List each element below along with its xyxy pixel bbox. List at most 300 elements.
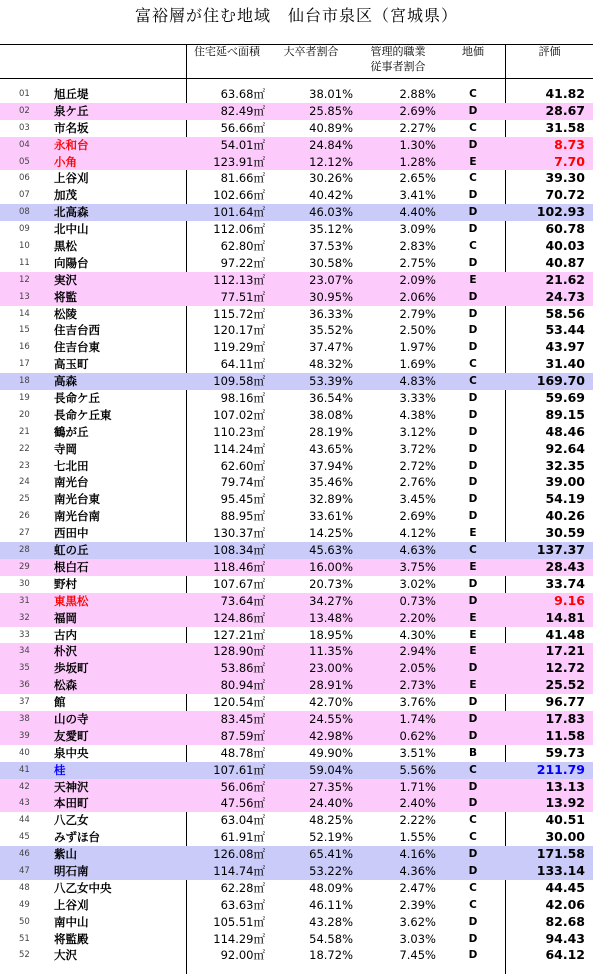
row-number: 32: [19, 612, 30, 623]
land-price-grade: E: [469, 273, 477, 286]
table-row: [0, 407, 593, 424]
graduate-ratio: 43.65%: [309, 441, 353, 456]
score-value: 70.72: [545, 187, 585, 203]
manager-ratio: 3.76%: [399, 695, 436, 710]
row-number: 14: [19, 308, 30, 319]
row-number: 29: [19, 561, 30, 572]
land-price-grade: D: [468, 138, 478, 151]
row-number: 47: [19, 865, 30, 876]
table-row: [0, 931, 593, 948]
row-number: 30: [19, 578, 30, 589]
manager-ratio: 1.97%: [399, 340, 436, 355]
row-number: 52: [19, 950, 30, 961]
graduate-ratio: 46.03%: [309, 205, 353, 220]
row-number: 40: [19, 747, 30, 758]
score-value: 59.73: [545, 744, 585, 760]
score-value: 137.37: [536, 542, 585, 558]
manager-ratio: 2.09%: [399, 272, 436, 287]
area-name: 山の寺: [54, 711, 89, 726]
land-price-grade: D: [468, 324, 478, 337]
land-price-grade: D: [468, 864, 478, 877]
score-value: 58.56: [545, 305, 585, 321]
land-price-grade: D: [468, 729, 478, 742]
manager-ratio: 3.51%: [399, 745, 436, 760]
table-row: [0, 779, 593, 796]
land-price-grade: D: [468, 307, 478, 320]
graduate-ratio: 18.95%: [309, 627, 353, 642]
area-name: 泉ケ丘: [54, 103, 89, 118]
floor-area: 120.54㎡: [213, 695, 265, 710]
score-value: 41.82: [545, 86, 585, 101]
land-price-grade: D: [468, 476, 478, 489]
row-number: 35: [19, 663, 30, 674]
graduate-ratio: 36.54%: [309, 391, 353, 406]
table-row: [0, 221, 593, 238]
land-price-grade: D: [468, 425, 478, 438]
score-value: 211.79: [536, 761, 585, 777]
manager-ratio: 4.38%: [399, 407, 436, 422]
manager-ratio: 1.28%: [399, 154, 436, 169]
score-value: 17.21: [545, 643, 585, 659]
table-row: [0, 373, 593, 390]
area-name: 南光台南: [54, 509, 100, 524]
graduate-ratio: 53.39%: [309, 374, 353, 389]
table-row: [0, 86, 593, 103]
area-name: 加茂: [54, 188, 77, 203]
manager-ratio: 2.69%: [399, 103, 436, 118]
area-name: 住吉台東: [54, 340, 100, 355]
row-number: 37: [19, 697, 30, 708]
score-value: 17.83: [545, 710, 585, 726]
land-price-grade: E: [469, 628, 477, 641]
land-price-grade: D: [468, 712, 478, 725]
graduate-ratio: 28.19%: [309, 424, 353, 439]
manager-ratio: 3.33%: [399, 391, 436, 406]
row-number: 26: [19, 511, 30, 522]
score-value: 25.52: [545, 677, 585, 693]
manager-ratio: 2.75%: [399, 255, 436, 270]
row-number: 20: [19, 409, 30, 420]
row-number: 12: [19, 274, 30, 285]
graduate-ratio: 38.08%: [309, 407, 353, 422]
header-mgr-line1: 管理的職業: [370, 45, 426, 58]
row-number: 33: [19, 629, 30, 640]
area-name: 八乙女中央: [54, 880, 112, 895]
row-number: 51: [19, 933, 30, 944]
table-row: [0, 103, 593, 120]
area-name: 将監殿: [54, 931, 89, 946]
row-number: 19: [19, 393, 30, 404]
floor-area: 81.66㎡: [220, 171, 265, 186]
floor-area: 110.23㎡: [213, 424, 265, 439]
floor-area: 120.17㎡: [213, 323, 265, 338]
land-price-grade: D: [468, 206, 478, 219]
table-row: [0, 238, 593, 255]
area-name: 将監: [54, 289, 77, 304]
row-number: 10: [19, 241, 30, 252]
land-price-grade: E: [469, 645, 477, 658]
manager-ratio: 4.63%: [399, 543, 436, 558]
manager-ratio: 1.69%: [399, 357, 436, 372]
row-number: 02: [19, 105, 30, 116]
floor-area: 107.67㎡: [213, 576, 265, 591]
area-name: 南光台: [54, 475, 89, 490]
floor-area: 92.00㎡: [220, 948, 265, 963]
floor-area: 87.59㎡: [220, 728, 265, 743]
row-number: 49: [19, 899, 30, 910]
graduate-ratio: 42.70%: [309, 695, 353, 710]
land-price-grade: D: [468, 594, 478, 607]
area-name: 古内: [54, 627, 77, 642]
data-table: [0, 86, 593, 964]
score-value: 92.64: [545, 440, 585, 456]
area-name: 福岡: [54, 610, 77, 625]
area-name: みずほ台: [54, 830, 100, 845]
land-price-grade: D: [468, 290, 478, 303]
floor-area: 83.45㎡: [220, 711, 265, 726]
row-number: 34: [19, 646, 30, 657]
row-number: 31: [19, 595, 30, 606]
score-value: 14.81: [545, 609, 585, 625]
graduate-ratio: 24.84%: [309, 137, 353, 152]
floor-area: 80.94㎡: [220, 678, 265, 693]
area-name: 寺岡: [54, 441, 77, 456]
graduate-ratio: 36.33%: [309, 306, 353, 321]
table-row: [0, 762, 593, 779]
floor-area: 63.63㎡: [220, 897, 265, 912]
table-row: [0, 711, 593, 728]
floor-area: 102.66㎡: [213, 188, 265, 203]
table-row: [0, 322, 593, 339]
score-value: 42.06: [545, 896, 585, 912]
floor-area: 79.74㎡: [220, 475, 265, 490]
manager-ratio: 2.73%: [399, 678, 436, 693]
floor-area: 126.08㎡: [213, 847, 265, 862]
manager-ratio: 2.79%: [399, 306, 436, 321]
area-name: 松陵: [54, 306, 77, 321]
land-price-grade: D: [468, 848, 478, 861]
graduate-ratio: 37.47%: [309, 340, 353, 355]
manager-ratio: 3.09%: [399, 222, 436, 237]
table-row: [0, 863, 593, 880]
area-name: 本田町: [54, 796, 89, 811]
row-number: 06: [19, 173, 30, 184]
row-number: 36: [19, 680, 30, 691]
row-number: 39: [19, 730, 30, 741]
graduate-ratio: 49.90%: [309, 745, 353, 760]
graduate-ratio: 13.48%: [309, 610, 353, 625]
score-value: 11.58: [545, 727, 585, 743]
graduate-ratio: 30.95%: [309, 289, 353, 304]
area-name: 根白石: [54, 559, 89, 574]
row-number: 21: [19, 426, 30, 437]
score-value: 33.74: [545, 575, 585, 591]
land-price-grade: E: [469, 527, 477, 540]
manager-ratio: 2.83%: [399, 239, 436, 254]
floor-area: 63.04㎡: [220, 813, 265, 828]
land-price-grade: C: [469, 544, 477, 557]
row-number: 07: [19, 190, 30, 201]
row-number: 28: [19, 545, 30, 556]
graduate-ratio: 65.41%: [309, 847, 353, 862]
area-name: 天神沢: [54, 779, 89, 794]
table-row: [0, 627, 593, 644]
land-price-grade: D: [468, 577, 478, 590]
row-number: 46: [19, 849, 30, 860]
floor-area: 112.06㎡: [213, 222, 265, 237]
table-row: [0, 508, 593, 525]
score-value: 12.72: [545, 660, 585, 676]
header-mgr-line2: 従事者割合: [370, 60, 426, 73]
floor-area: 53.86㎡: [220, 661, 265, 676]
floor-area: 109.58㎡: [213, 374, 265, 389]
area-name: 東黒松: [54, 593, 89, 608]
graduate-ratio: 18.72%: [309, 948, 353, 963]
table-row: [0, 829, 593, 846]
manager-ratio: 2.06%: [399, 289, 436, 304]
floor-area: 95.45㎡: [220, 492, 265, 507]
table-row: [0, 491, 593, 508]
area-name: 南中山: [54, 914, 89, 929]
graduate-ratio: 48.32%: [309, 357, 353, 372]
land-price-grade: E: [469, 560, 477, 573]
floor-area: 118.46㎡: [213, 559, 265, 574]
land-price-grade: D: [468, 189, 478, 202]
score-value: 39.00: [545, 474, 585, 490]
score-value: 13.13: [545, 778, 585, 794]
row-number: 27: [19, 528, 30, 539]
manager-ratio: 1.55%: [399, 830, 436, 845]
row-number: 43: [19, 798, 30, 809]
area-name: 野村: [54, 576, 77, 591]
floor-area: 130.37㎡: [213, 526, 265, 541]
row-number: 09: [19, 224, 30, 235]
score-value: 9.16: [554, 592, 585, 608]
area-name: 鶴が丘: [54, 424, 89, 439]
score-value: 30.59: [545, 525, 585, 541]
floor-area: 107.61㎡: [213, 762, 265, 777]
area-name: 長命ケ丘東: [54, 407, 112, 422]
row-number: 24: [19, 477, 30, 488]
floor-area: 56.06㎡: [220, 779, 265, 794]
graduate-ratio: 37.94%: [309, 458, 353, 473]
floor-area: 64.11㎡: [220, 357, 265, 372]
score-value: 40.87: [545, 254, 585, 270]
manager-ratio: 4.16%: [399, 847, 436, 862]
area-name: 松森: [54, 678, 77, 693]
land-price-grade: C: [469, 763, 477, 776]
floor-area: 56.66㎡: [220, 120, 265, 135]
manager-ratio: 2.22%: [399, 813, 436, 828]
land-price-grade: D: [468, 408, 478, 421]
manager-ratio: 3.75%: [399, 559, 436, 574]
manager-ratio: 2.94%: [399, 644, 436, 659]
score-value: 28.43: [545, 558, 585, 574]
manager-ratio: 2.05%: [399, 661, 436, 676]
header-mgr: [356, 44, 440, 78]
row-number: 13: [19, 291, 30, 302]
table-row: [0, 474, 593, 491]
graduate-ratio: 12.12%: [309, 154, 353, 169]
table-row: [0, 812, 593, 829]
manager-ratio: 4.36%: [399, 863, 436, 878]
area-name: 長命ケ丘: [54, 391, 100, 406]
area-name: 上谷刈: [54, 171, 89, 186]
floor-area: 88.95㎡: [220, 509, 265, 524]
land-price-grade: C: [469, 88, 477, 100]
graduate-ratio: 25.85%: [309, 103, 353, 118]
land-price-grade: C: [469, 240, 477, 253]
table-row: [0, 272, 593, 289]
graduate-ratio: 16.00%: [309, 559, 353, 574]
manager-ratio: 5.56%: [399, 762, 436, 777]
land-price-grade: C: [469, 898, 477, 911]
manager-ratio: 2.88%: [399, 87, 436, 101]
graduate-ratio: 38.01%: [309, 87, 353, 101]
row-number: 25: [19, 494, 30, 505]
graduate-ratio: 20.73%: [309, 576, 353, 591]
graduate-ratio: 59.04%: [309, 762, 353, 777]
score-value: 96.77: [545, 694, 585, 710]
graduate-ratio: 42.98%: [309, 728, 353, 743]
floor-area: 115.72㎡: [213, 306, 265, 321]
land-price-grade: D: [468, 915, 478, 928]
score-value: 30.00: [545, 829, 585, 845]
manager-ratio: 2.72%: [399, 458, 436, 473]
manager-ratio: 2.76%: [399, 475, 436, 490]
score-value: 48.46: [545, 423, 585, 439]
area-name: 高玉町: [54, 357, 89, 372]
land-price-grade: D: [468, 442, 478, 455]
score-value: 64.12: [545, 947, 585, 963]
header-land: 地価: [462, 45, 484, 58]
area-name: 歩坂町: [54, 661, 89, 676]
table-row: [0, 255, 593, 272]
table-row: [0, 339, 593, 356]
score-value: 31.40: [545, 356, 585, 372]
manager-ratio: 3.62%: [399, 914, 436, 929]
land-price-grade: D: [468, 256, 478, 269]
area-name: 実沢: [54, 272, 77, 287]
floor-area: 61.91㎡: [220, 830, 265, 845]
land-price-grade: C: [469, 121, 477, 134]
floor-area: 48.78㎡: [220, 745, 265, 760]
floor-area: 62.28㎡: [220, 880, 265, 895]
graduate-ratio: 24.40%: [309, 796, 353, 811]
row-number: 01: [19, 89, 30, 99]
floor-area: 47.56㎡: [220, 796, 265, 811]
table-row: [0, 458, 593, 475]
land-price-grade: D: [468, 223, 478, 236]
table-row: [0, 728, 593, 745]
row-number: 45: [19, 832, 30, 843]
floor-area: 73.64㎡: [220, 593, 265, 608]
row-number: 41: [19, 764, 30, 775]
land-price-grade: C: [469, 881, 477, 894]
land-price-grade: D: [468, 104, 478, 117]
graduate-ratio: 48.09%: [309, 880, 353, 895]
score-value: 54.19: [545, 491, 585, 507]
manager-ratio: 2.65%: [399, 171, 436, 186]
row-number: 16: [19, 342, 30, 353]
floor-area: 114.24㎡: [213, 441, 265, 456]
floor-area: 119.29㎡: [213, 340, 265, 355]
manager-ratio: 2.50%: [399, 323, 436, 338]
table-row: [0, 660, 593, 677]
row-number: 42: [19, 781, 30, 792]
area-name: 旭丘堤: [54, 87, 89, 101]
floor-area: 108.34㎡: [213, 543, 265, 558]
manager-ratio: 3.03%: [399, 931, 436, 946]
header-area: 住宅延べ面積: [194, 45, 260, 58]
floor-area: 112.13㎡: [213, 272, 265, 287]
row-number: 44: [19, 815, 30, 826]
table-row: [0, 424, 593, 441]
area-name: 明石南: [54, 863, 89, 878]
floor-area: 62.60㎡: [220, 458, 265, 473]
area-name: 北中山: [54, 222, 89, 237]
table-row: [0, 846, 593, 863]
score-value: 21.62: [545, 271, 585, 287]
table-row: [0, 390, 593, 407]
area-name: 小角: [54, 154, 77, 169]
graduate-ratio: 52.19%: [309, 830, 353, 845]
manager-ratio: 0.73%: [399, 593, 436, 608]
score-value: 32.35: [545, 457, 585, 473]
area-name: 永和台: [54, 137, 89, 152]
graduate-ratio: 35.52%: [309, 323, 353, 338]
page-title: 富裕層が住む地域 仙台市泉区（宮城県）: [134, 6, 458, 25]
table-row: [0, 170, 593, 187]
row-number: 22: [19, 443, 30, 454]
graduate-ratio: 45.63%: [309, 543, 353, 558]
floor-area: 107.02㎡: [213, 407, 265, 422]
manager-ratio: 4.83%: [399, 374, 436, 389]
area-name: 虹の丘: [54, 543, 89, 558]
score-value: 102.93: [536, 204, 585, 220]
table-row: [0, 559, 593, 576]
area-name: 七北田: [54, 458, 89, 473]
header-score: 評価: [538, 45, 561, 58]
manager-ratio: 0.62%: [399, 728, 436, 743]
manager-ratio: 3.02%: [399, 576, 436, 591]
land-price-grade: D: [468, 459, 478, 472]
manager-ratio: 3.45%: [399, 492, 436, 507]
row-number: 08: [19, 207, 30, 218]
area-name: 北高森: [54, 205, 89, 220]
score-value: 59.69: [545, 390, 585, 406]
manager-ratio: 4.40%: [399, 205, 436, 220]
manager-ratio: 3.72%: [399, 441, 436, 456]
row-number: 03: [19, 122, 30, 133]
table-row: [0, 289, 593, 306]
land-price-grade: C: [469, 831, 477, 844]
land-price-grade: D: [468, 932, 478, 945]
floor-area: 124.86㎡: [213, 610, 265, 625]
land-price-grade: D: [468, 341, 478, 354]
table-row: [0, 576, 593, 593]
land-price-grade: B: [468, 746, 477, 759]
manager-ratio: 3.41%: [399, 188, 436, 203]
area-name: 館: [54, 695, 66, 710]
graduate-ratio: 23.07%: [309, 272, 353, 287]
graduate-ratio: 34.27%: [309, 593, 353, 608]
manager-ratio: 3.12%: [399, 424, 436, 439]
graduate-ratio: 23.00%: [309, 661, 353, 676]
score-value: 169.70: [536, 373, 585, 389]
land-price-grade: D: [468, 392, 478, 405]
table-row: [0, 947, 593, 964]
